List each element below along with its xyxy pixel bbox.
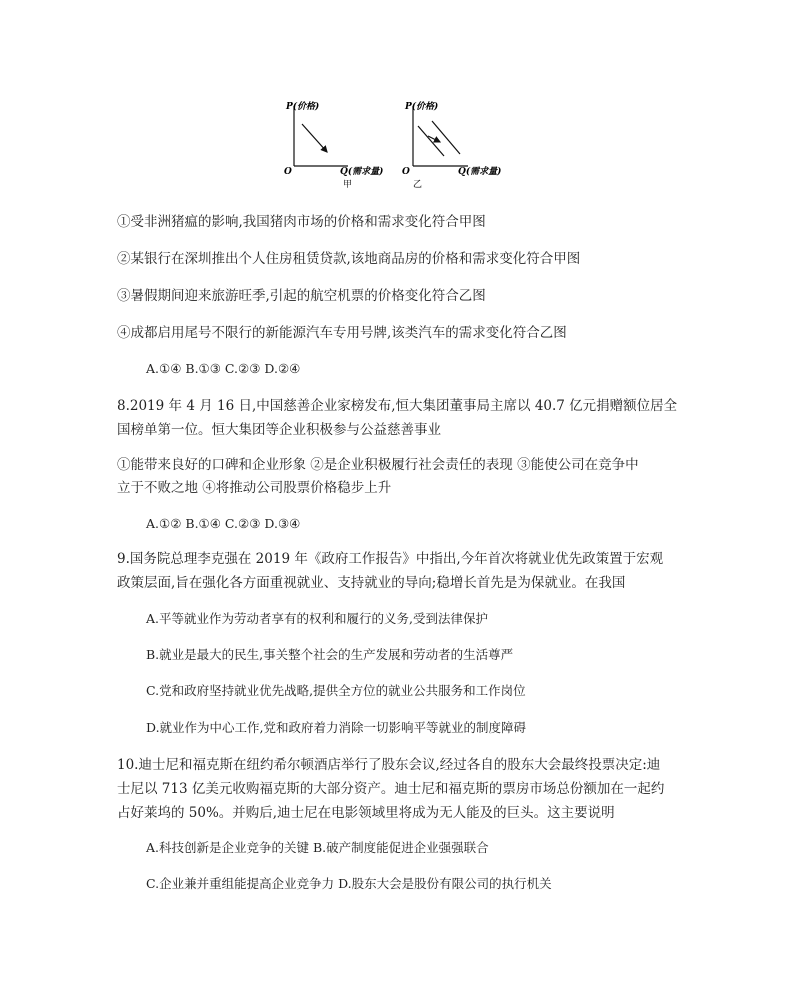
jia-y-label: P(价格) — [286, 102, 320, 112]
q8-stem-line-2: 国榜单第一位。恒大集团等企业积极参与公益慈善事业 — [117, 422, 441, 438]
figures-svg — [280, 96, 520, 196]
jia-demand-arrow — [302, 124, 327, 152]
q9-option-d: D.就业作为中心工作,党和政府着力消除一切影响平等就业的制度障碍 — [146, 720, 527, 735]
yi-x-label: Q(需求量) — [458, 167, 502, 177]
q10-stem-line-1: 10.迪士尼和福克斯在纽约希尔顿酒店举行了股东会议,经过各自的股东大会最终投票决定:迪 — [117, 757, 661, 773]
jia-origin: O — [284, 167, 292, 177]
q9-stem-line-2: 政策层面,旨在强化各方面重视就业、支持就业的导向;稳增长首先是为保就业。在我国 — [117, 575, 626, 591]
yi-origin: O — [402, 167, 410, 177]
q7-statement-1: ①受非洲猪瘟的影响,我国猪肉市场的价格和需求变化符合甲图 — [117, 214, 486, 230]
yi-caption: 乙 — [413, 180, 423, 190]
q9-option-c: C.党和政府坚持就业优先战略,提供全方位的就业公共服务和工作岗位 — [146, 683, 526, 698]
q9-stem-line-1: 9.国务院总理李克强在 2019 年《政府工作报告》中指出,今年首次将就业优先政策置于宏观 — [117, 551, 664, 567]
q9-option-b: B.就业是最大的民生,事关整个社会的生产发展和劳动者的生活尊严 — [146, 647, 514, 662]
yi-demand-curve-2 — [432, 121, 460, 154]
q8-stem-line-1: 8.2019 年 4 月 16 日,中国慈善企业家榜发布,恒大集团董事局主席以 40.7 亿元捐赠额位居全 — [117, 398, 678, 414]
q7-statement-2: ②某银行在深圳推出个人住房租赁贷款,该地商品房的价格和需求变化符合甲图 — [117, 251, 581, 267]
q7-options: A.①④ B.①③ C.②③ D.②④ — [146, 361, 301, 376]
q8-statements-line-1: ①能带来良好的口碑和企业形象 ②是企业积极履行社会责任的表现 ③能使公司在竞争中 — [117, 457, 639, 473]
q8-options: A.①② B.①④ C.②③ D.③④ — [146, 516, 301, 531]
q10-options-line-1: A.科技创新是企业竞争的关键 B.破产制度能促进企业强强联合 — [146, 840, 489, 855]
q9-option-a: A.平等就业作为劳动者享有的权利和履行的义务,受到法律保护 — [146, 611, 488, 626]
figure-yi — [402, 101, 501, 190]
price-demand-figures — [280, 96, 520, 196]
yi-y-label: P(价格) — [405, 102, 439, 112]
figure-jia — [284, 101, 383, 190]
q10-options-line-2: C.企业兼并重组能提高企业竞争力 D.股东大会是股份有限公司的执行机关 — [146, 876, 552, 891]
q7-statement-4: ④成都启用尾号不限行的新能源汽车专用号牌,该类汽车的需求变化符合乙图 — [117, 325, 567, 341]
jia-x-label: Q(需求量) — [340, 167, 384, 177]
q7-statement-3: ③暑假期间迎来旅游旺季,引起的航空机票的价格变化符合乙图 — [117, 288, 486, 304]
q10-stem-line-3: 占好莱坞的 50%。并购后,迪士尼在电影领域里将成为无人能及的巨头。这主要说明 — [117, 805, 615, 821]
q8-statements-line-2: 立于不败之地 ④将推动公司股票价格稳步上升 — [117, 480, 392, 496]
q10-stem-line-2: 士尼以 713 亿美元收购福克斯的大部分资产。迪士尼和福克斯的票房市场总份额加在一起约 — [117, 781, 665, 797]
jia-caption: 甲 — [343, 180, 353, 190]
